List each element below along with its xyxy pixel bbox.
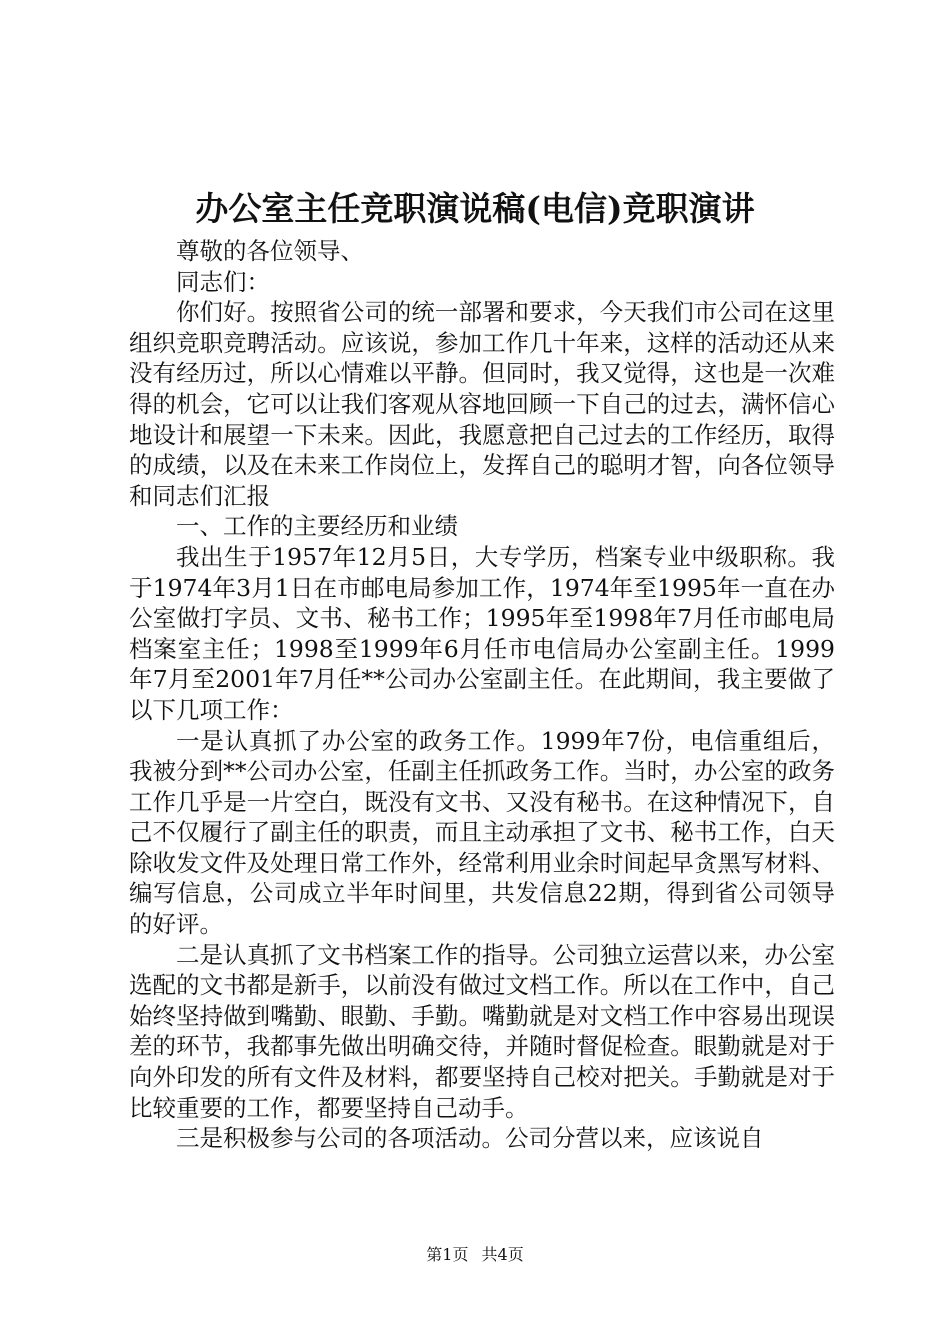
document-body xyxy=(129,236,835,1154)
paragraph-background: 我出生于1957年12月5日，大专学历，档案专业中级职称。我于1974年3月1日在市邮电局参加工作，1974年至1995年一直在办公室做打字员、文书、秘书工作；1995年至1998年7月任市邮电局档案室主任；1998至1999年6月任市电信局办公室副主任。1999年7月至2001年7月任**公司办公室副主任。在此期间，我主要做了以下几项工作： xyxy=(129,542,835,724)
page-total: 共4页 xyxy=(481,1245,524,1264)
paragraph-point-three: 三是积极参与公司的各项活动。公司分营以来，应该说自 xyxy=(176,1124,764,1153)
paragraph-point-two: 二是认真抓了文书档案工作的指导。公司独立运营以来，办公室选配的文书都是新手，以前没有做过文档工作。所以在工作中，自己始终坚持做到嘴勤、眼勤、手勤。嘴勤就是对文档工作中容易出现误差的环节，我都事先做出明确交待，并随时督促检查。眼勤就是对于向外印发的所有文件及材料，都要坚持自己校对把关。手勤就是对于比较重要的工作，都要坚持自己动手。 xyxy=(129,940,835,1122)
page-number: 第1页 xyxy=(426,1245,469,1264)
salutation-line-1: 尊敬的各位领导、 xyxy=(176,237,364,265)
page-footer xyxy=(0,1244,950,1266)
section-heading: 一、工作的主要经历和业绩 xyxy=(176,512,458,541)
salutation-line-2: 同志们： xyxy=(176,267,270,296)
document-title: 办公室主任竞职演说稿(电信)竞职演讲 xyxy=(195,189,755,228)
paragraph-intro: 你们好。按照省公司的统一部署和要求，今天我们市公司在这里组织竞职竞聘活动。应该说，参加工作几十年来，这样的活动还从来没有经历过，所以心情难以平静。但同时，我又觉得，这也是一次难得的机会，它可以让我们客观从容地回顾一下自己的过去，满怀信心地设计和展望一下未来。因此，我愿意把自己过去的工作经历，取得的成绩，以及在未来工作岗位上，发挥自己的聪明才智，向各位领导和同志们汇报 xyxy=(129,298,835,510)
paragraph-point-one: 一是认真抓了办公室的政务工作。1999年7份，电信重组后，我被分到**公司办公室，任副主任抓政务工作。当时，办公室的政务工作几乎是一片空白，既没有文书、又没有秘书。在这种情况下，自己不仅履行了副主任的职责，而且主动承担了文书、秘书工作，白天除收发文件及处理日常工作外，经常利用业余时间起早贪黑写材料、编写信息，公司成立半年时间里，共发信息22期，得到省公司领导的好评。 xyxy=(129,726,835,939)
